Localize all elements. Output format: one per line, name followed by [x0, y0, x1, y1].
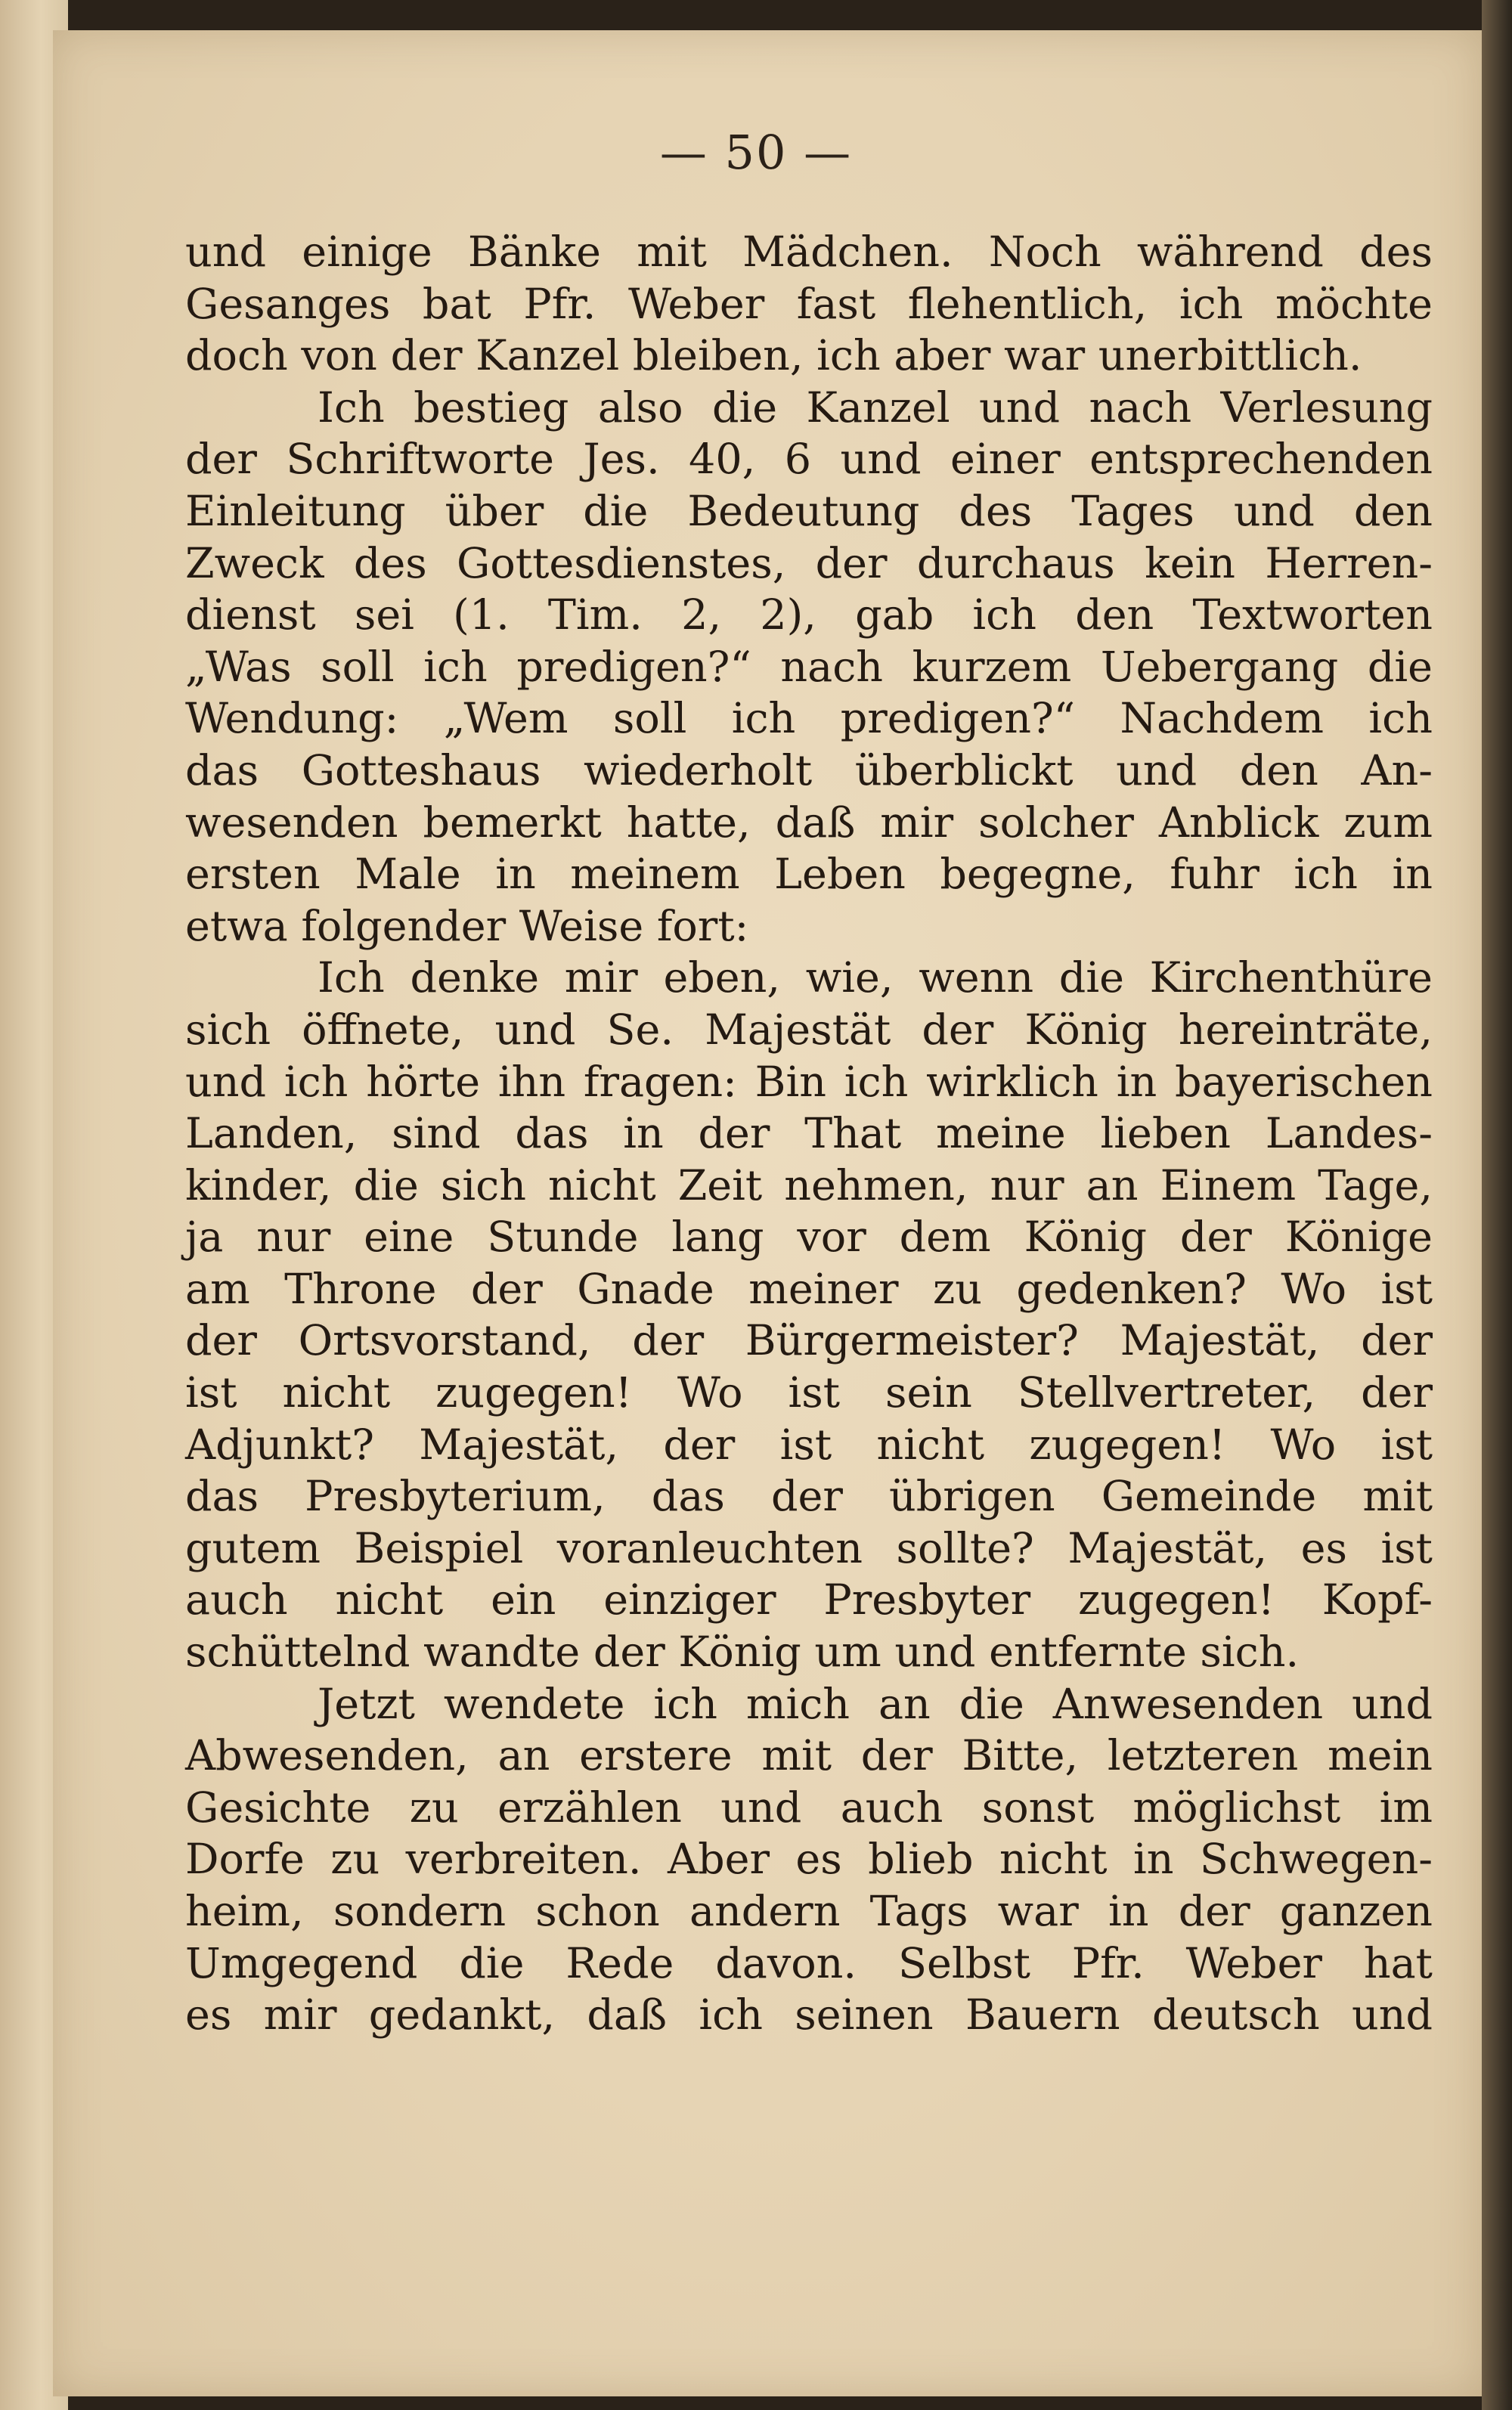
text-line: etwa folgender Weise fort: — [185, 901, 749, 951]
text-line: kinder, die sich nicht Zeit nehmen, nur an Einem Tage, — [185, 1160, 1433, 1210]
text-line: gutem Beispiel voranleuchten sollte? Majestät, es ist — [185, 1523, 1433, 1573]
text-line: Abwesenden, an erstere mit der Bitte, letzteren mein — [185, 1731, 1433, 1781]
text-line: ersten Male in meinem Leben begegne, fuhr ich in — [185, 850, 1433, 900]
text-line: Dorfe zu verbreiten. Aber es blieb nicht in Schwegen- — [185, 1835, 1433, 1885]
text-line: Umgegend die Rede davon. Selbst Pfr. Weber hat — [185, 1938, 1433, 1988]
text-line: schüttelnd wandte der König um und entfernte sich. — [185, 1628, 1300, 1677]
text-line: auch nicht ein einziger Presbyter zugegen! Kopf- — [185, 1575, 1433, 1625]
text-line: wesenden bemerkt hatte, daß mir solcher Anblick zum — [185, 798, 1433, 847]
page-number: — 50 — — [659, 125, 853, 180]
text-line: am Throne der Gnade meiner zu gedenken? Wo ist — [185, 1264, 1433, 1314]
text-line: ist nicht zugegen! Wo ist sein Stellvertreter, der — [185, 1368, 1433, 1418]
text-line: Wendung: „Wem soll ich predigen?“ Nachdem ich — [185, 694, 1433, 744]
text-line: dienst sei (1. Tim. 2, 2), gab ich den Textworten — [185, 590, 1433, 640]
text-line: es mir gedankt, daß ich seinen Bauern deutsch und — [185, 1990, 1433, 2040]
text-line: das Presbyterium, das der übrigen Gemeinde mit — [185, 1472, 1433, 1522]
text-line: das Gotteshaus wiederholt überblickt und den An- — [185, 745, 1433, 795]
text-line: Jetzt wendete ich mich an die Anwesenden und — [318, 1679, 1433, 1729]
text-line: Ich denke mir eben, wie, wenn die Kirchenthüre — [318, 953, 1433, 1003]
text-line: und ich hörte ihn fragen: Bin ich wirklich in bayerischen — [185, 1057, 1433, 1107]
text-line: „Was soll ich predigen?“ nach kurzem Uebergang die — [185, 642, 1433, 692]
text-line: Gesanges bat Pfr. Weber fast flehentlich, ich möchte — [185, 279, 1433, 329]
text-line: und einige Bänke mit Mädchen. Noch während des — [185, 228, 1433, 277]
text-line: Zweck des Gottesdienstes, der durchaus kein Herren- — [185, 538, 1433, 588]
binding-edge — [1482, 0, 1512, 2410]
text-line: Gesichte zu erzählen und auch sonst möglichst im — [185, 1783, 1433, 1832]
text-line: heim, sondern schon andern Tags war in der ganzen — [185, 1887, 1433, 1936]
text-line: der Schriftworte Jes. 40, 6 und einer entsprechenden — [185, 435, 1433, 485]
text-line: sich öffnete, und Se. Majestät der König hereinträte, — [185, 1005, 1433, 1055]
text-line: Adjunkt? Majestät, der ist nicht zugegen! Wo ist — [185, 1420, 1433, 1470]
text-line: Ich bestieg also die Kanzel und nach Verlesung — [318, 383, 1433, 432]
text-line: ja nur eine Stunde lang vor dem König der Könige — [185, 1213, 1433, 1262]
text-line: Einleitung über die Bedeutung des Tages und den — [185, 486, 1433, 536]
body-text — [185, 227, 1433, 2042]
text-line: der Ortsvorstand, der Bürgermeister? Majestät, der — [185, 1316, 1433, 1366]
text-line: Landen, sind das in der That meine lieben Landes- — [185, 1109, 1433, 1159]
text-line: doch von der Kanzel bleiben, ich aber war unerbittlich. — [185, 331, 1362, 381]
